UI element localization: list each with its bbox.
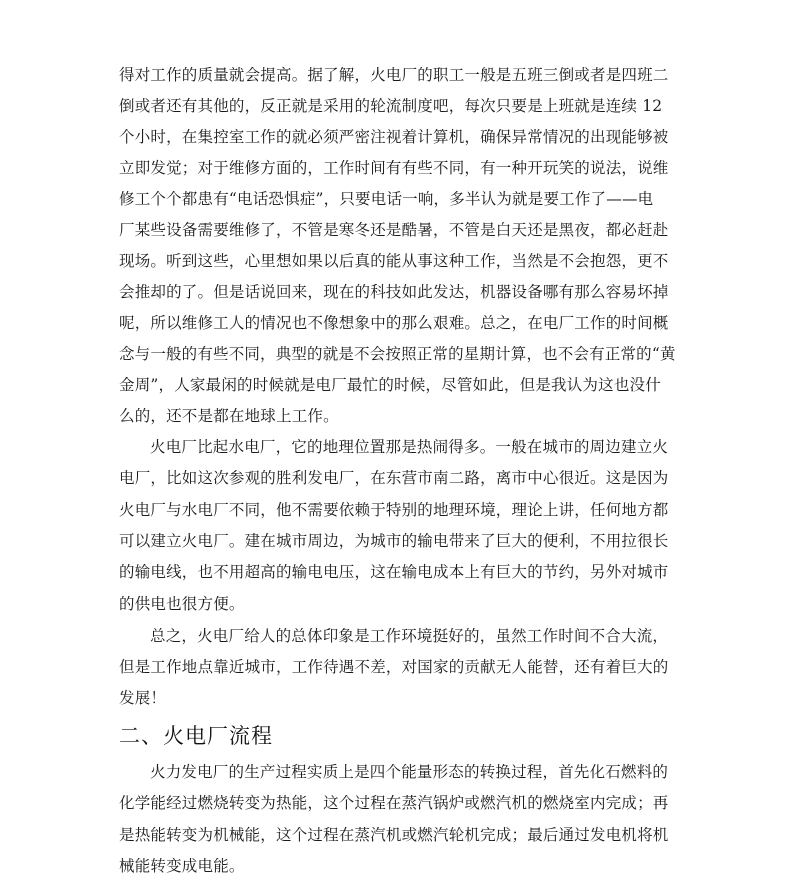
text-line: 火电厂与水电厂不同，他不需要依赖于特别的地理环境，理论上讲，任何地方都 [119,501,669,519]
text-line: 厂某些设备需要维修了，不管是寒冬还是酷暑，不管是白天还是黑夜，都必赶赴 [119,221,669,239]
text-line: 械能转变成电能。 [119,857,245,875]
text-line: 总之，火电厂给人的总体印象是工作环境挺好的，虽然工作时间不合大流， [150,627,669,645]
text-line: 是热能转变为机械能，这个过程在蒸汽机或燃汽轮机完成；最后通过发电机将机 [119,826,669,844]
text-line: 电厂，比如这次参观的胜利发电厂，在东营市南二路，离市中心很近。这是因为 [119,469,669,487]
text-line: 么的，还不是都在地球上工作。 [119,407,339,425]
text-line: 立即发觉；对于维修方面的，工作时间有有些不同，有一种开玩笑的说法，说维 [119,159,669,177]
text-line: 火电厂比起水电厂，它的地理位置那是热闹得多。一般在城市的周边建立火 [150,438,669,456]
text-line: 倒或者还有其他的，反正就是采用的轮流制度吧，每次只要是上班就是连续 12 [119,97,663,115]
text-line: 现场。听到这些，心里想如果以后真的能从事这种工作，当然是不会抱怨，更不 [119,252,669,270]
text-line: 化学能经过燃烧转变为热能，这个过程在蒸汽锅炉或燃汽机的燃烧室内完成；再 [119,794,669,812]
text-line: 得对工作的质量就会提高。据了解，火电厂的职工一般是五班三倒或者是四班二 [119,66,669,84]
text-line: 但是工作地点靠近城市，工作待遇不差，对国家的贡献无人能替，还有着巨大的 [119,658,669,676]
text-line: 的供电也很方便。 [119,595,245,613]
text-line: 修工个个都患有“电话恐惧症”，只要电话一响，多半认为就是要工作了——电 [119,190,654,208]
text-line: 发展！ [119,689,167,707]
text-line: 呢，所以维修工人的情况也不像想象中的那么艰难。总之，在电厂工作的时间概 [119,314,669,332]
section-heading: 二、火电厂流程 [119,724,273,748]
text-line: 金周”，人家最闲的时候就是电厂最忙的时候，尽管如此，但是我认为这也没什 [119,376,661,394]
text-line: 会推却的了。但是话说回来，现在的科技如此发达，机器设备哪有那么容易坏掉 [119,283,669,301]
text-line: 念与一般的有些不同，典型的就是不会按照正常的星期计算，也不会有正常的“黄 [119,345,676,363]
text-line: 火力发电厂的生产过程实质上是四个能量形态的转换过程，首先化石燃料的 [150,763,669,781]
text-line: 个小时，在集控室工作的就必须严密注视着计算机，确保异常情况的出现能够被 [119,128,669,146]
text-line: 的输电线，也不用超高的输电电压，这在输电成本上有巨大的节约，另外对城市 [119,563,669,581]
text-line: 可以建立火电厂。建在城市周边，为城市的输电带来了巨大的便利，不用拉很长 [119,532,669,550]
